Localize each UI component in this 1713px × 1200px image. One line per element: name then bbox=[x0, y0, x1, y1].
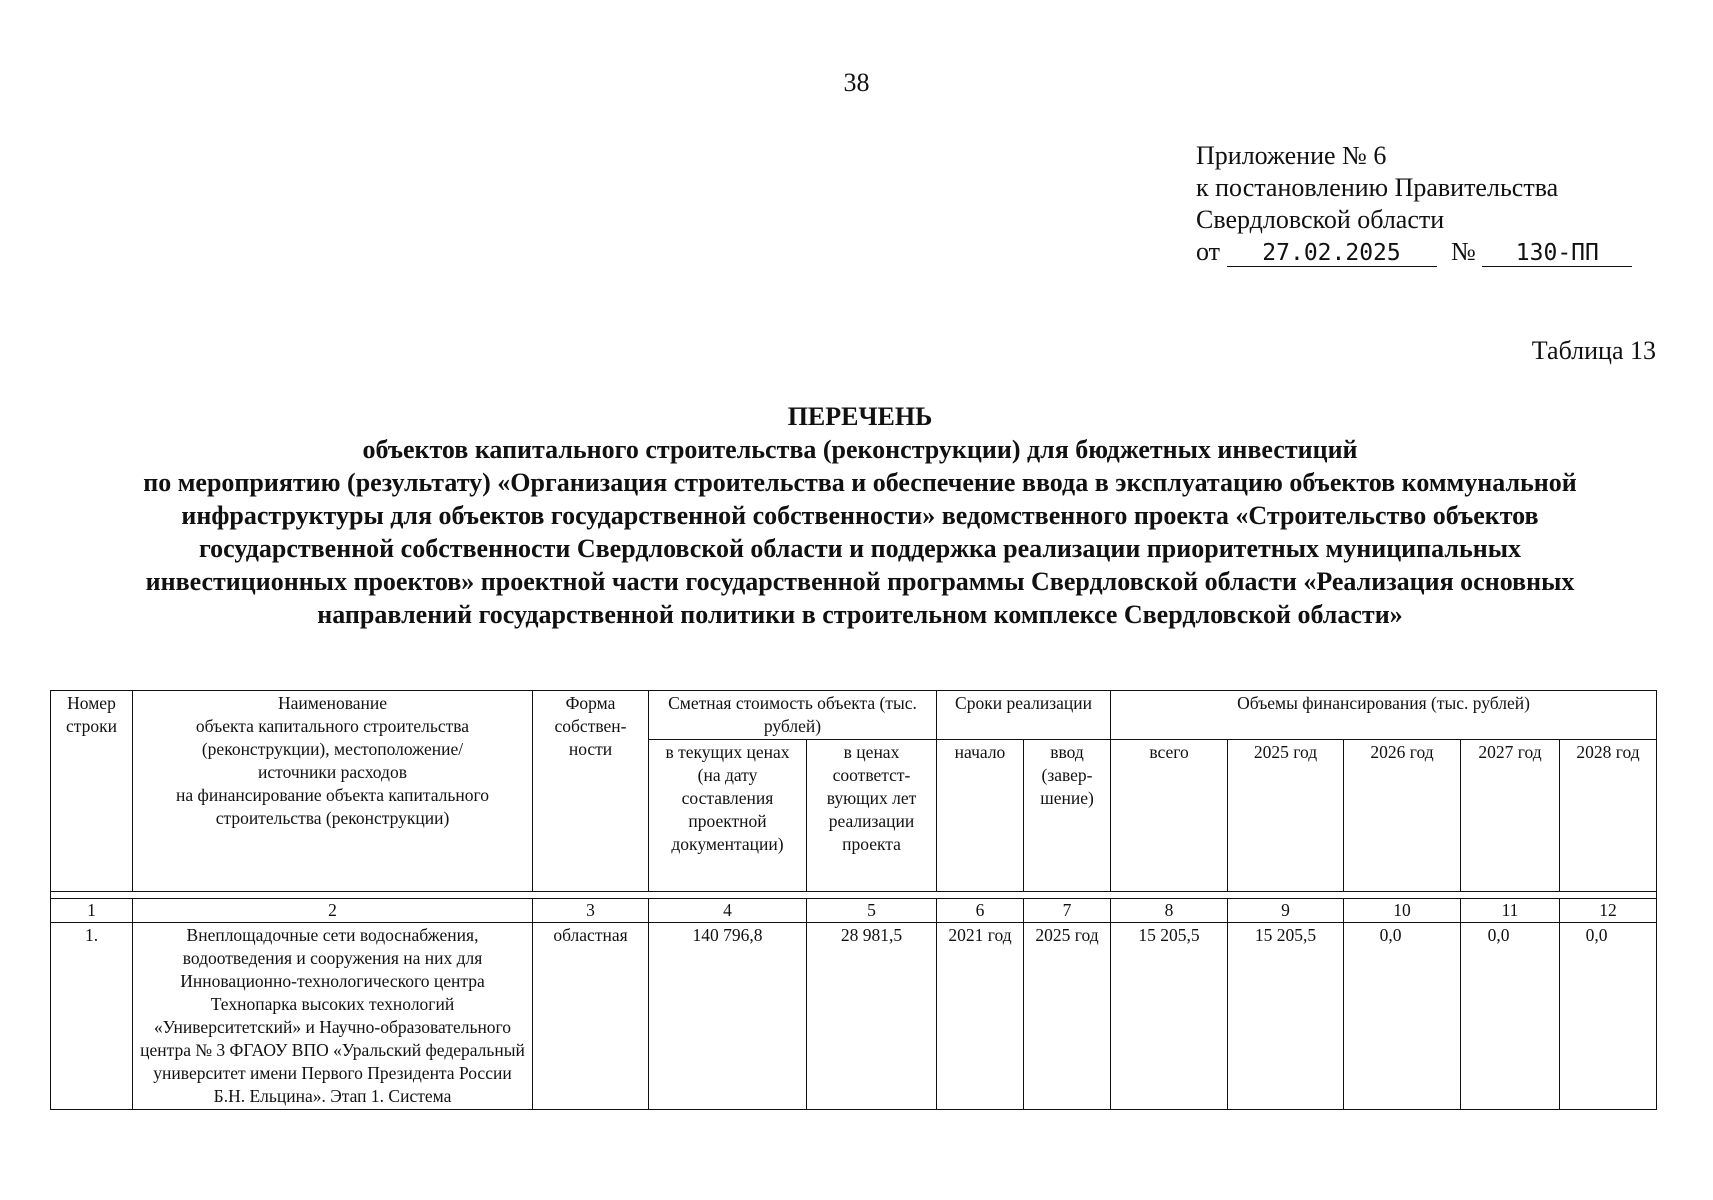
column-number: 7 bbox=[1024, 899, 1111, 923]
table-row bbox=[51, 923, 1657, 1110]
page-number: 38 bbox=[843, 68, 870, 97]
column-number: 10 bbox=[1344, 899, 1461, 923]
header-term-start: начало bbox=[937, 740, 1024, 892]
term-end: 2025 год bbox=[1024, 923, 1111, 1110]
header-terms: Сроки реализации bbox=[937, 691, 1111, 740]
column-number: 9 bbox=[1228, 899, 1344, 923]
header-name bbox=[133, 691, 533, 892]
column-number: 11 bbox=[1461, 899, 1560, 923]
appendix-block bbox=[1196, 140, 1632, 268]
header-cost-years: в ценах соответст-вующих лет реализации проекта bbox=[807, 740, 937, 892]
header-2028: 2028 год bbox=[1560, 740, 1657, 892]
column-number: 12 bbox=[1560, 899, 1657, 923]
header-funding: Объемы финансирования (тыс. рублей) bbox=[1111, 691, 1657, 740]
column-number: 5 bbox=[807, 899, 937, 923]
funding-total: 15 205,5 bbox=[1111, 923, 1228, 1110]
decree-date: 27.02.2025 bbox=[1227, 240, 1437, 267]
number-sign: № bbox=[1451, 237, 1476, 266]
column-number: 6 bbox=[937, 899, 1024, 923]
appendix-date-line bbox=[1196, 236, 1632, 268]
heading-line-6: направлений государственной политики в строительном комплексе Свердловской области» bbox=[317, 600, 1403, 629]
header-separator bbox=[51, 892, 1657, 899]
heading-line-5: инвестиционных проектов» проектной части государственной программы Свердловской области «Реализация основных bbox=[145, 567, 1575, 596]
header-2025: 2025 год bbox=[1228, 740, 1344, 892]
column-numbers-row bbox=[51, 899, 1657, 923]
column-number: 3 bbox=[533, 899, 649, 923]
header-name-line: (реконструкции), местоположение/ bbox=[201, 739, 464, 759]
funding-2025: 15 205,5 bbox=[1228, 923, 1344, 1110]
objects-table bbox=[50, 690, 1657, 1110]
column-number: 8 bbox=[1111, 899, 1228, 923]
cost-current: 140 796,8 bbox=[649, 923, 807, 1110]
heading-line-4: государственной собственности Свердловской области и поддержка реализации приоритетных муниципальных bbox=[199, 534, 1521, 563]
document-heading bbox=[40, 400, 1680, 631]
object-name: Внеплощадочные сети водоснабжения, водоотведения и сооружения на них для Инновационно-технологического центра Технопарка высоких технологий «Университетский» и Научно-образовательного центра № 3 ФГАОУ ВПО «Уральский федеральный университет имени Первого Президента России Б.Н. Ельцина». Этап 1. Система bbox=[133, 923, 533, 1110]
header-row-1 bbox=[51, 691, 1657, 740]
column-number: 1 bbox=[51, 899, 133, 923]
header-name-line: источники расходов bbox=[258, 762, 407, 782]
appendix-line-1: Приложение № 6 bbox=[1196, 141, 1387, 170]
funding-2028: 0,0 bbox=[1560, 923, 1657, 1110]
heading-line-3: инфраструктуры для объектов государственной собственности» ведомственного проекта «Строительство объектов bbox=[181, 501, 1539, 530]
header-estimated-cost: Сметная стоимость объекта (тыс. рублей) bbox=[649, 691, 937, 740]
header-row-number: Номер строки bbox=[51, 691, 133, 892]
header-total: всего bbox=[1111, 740, 1228, 892]
funding-2026: 0,0 bbox=[1344, 923, 1461, 1110]
appendix-line-3: Свердловской области bbox=[1196, 205, 1445, 234]
header-cost-current: в текущих ценах (на дату составления проектной документации) bbox=[649, 740, 807, 892]
table-label: Таблица 13 bbox=[1531, 336, 1656, 365]
column-number: 4 bbox=[649, 899, 807, 923]
header-term-end: ввод (завер-шение) bbox=[1024, 740, 1111, 892]
ownership-form: областная bbox=[533, 923, 649, 1110]
header-2027: 2027 год bbox=[1461, 740, 1560, 892]
header-name-line: на финансирование объекта капитального bbox=[176, 785, 489, 805]
column-number: 2 bbox=[133, 899, 533, 923]
appendix-line-2: к постановлению Правительства bbox=[1196, 173, 1559, 202]
heading-line-2: по мероприятию (результату) «Организация строительства и обеспечение ввода в эксплуатацию объектов коммунальной bbox=[143, 468, 1577, 497]
header-name-line: строительства (реконструкции) bbox=[215, 808, 450, 828]
term-start: 2021 год bbox=[937, 923, 1024, 1110]
header-name-line: Наименование bbox=[277, 693, 388, 713]
funding-2027: 0,0 bbox=[1461, 923, 1560, 1110]
header-name-line: объекта капитального строительства bbox=[195, 716, 470, 736]
separator-cell bbox=[51, 892, 1657, 899]
heading-line-1: объектов капитального строительства (реконструкции) для бюджетных инвестиций bbox=[362, 435, 1358, 464]
heading-title: ПЕРЕЧЕНЬ bbox=[787, 402, 933, 431]
decree-number: 130-ПП bbox=[1482, 240, 1632, 267]
header-ownership: Форма собствен-ности bbox=[533, 691, 649, 892]
date-prefix: от bbox=[1196, 237, 1221, 266]
row-number: 1. bbox=[51, 923, 133, 1110]
cost-years: 28 981,5 bbox=[807, 923, 937, 1110]
header-2026: 2026 год bbox=[1344, 740, 1461, 892]
